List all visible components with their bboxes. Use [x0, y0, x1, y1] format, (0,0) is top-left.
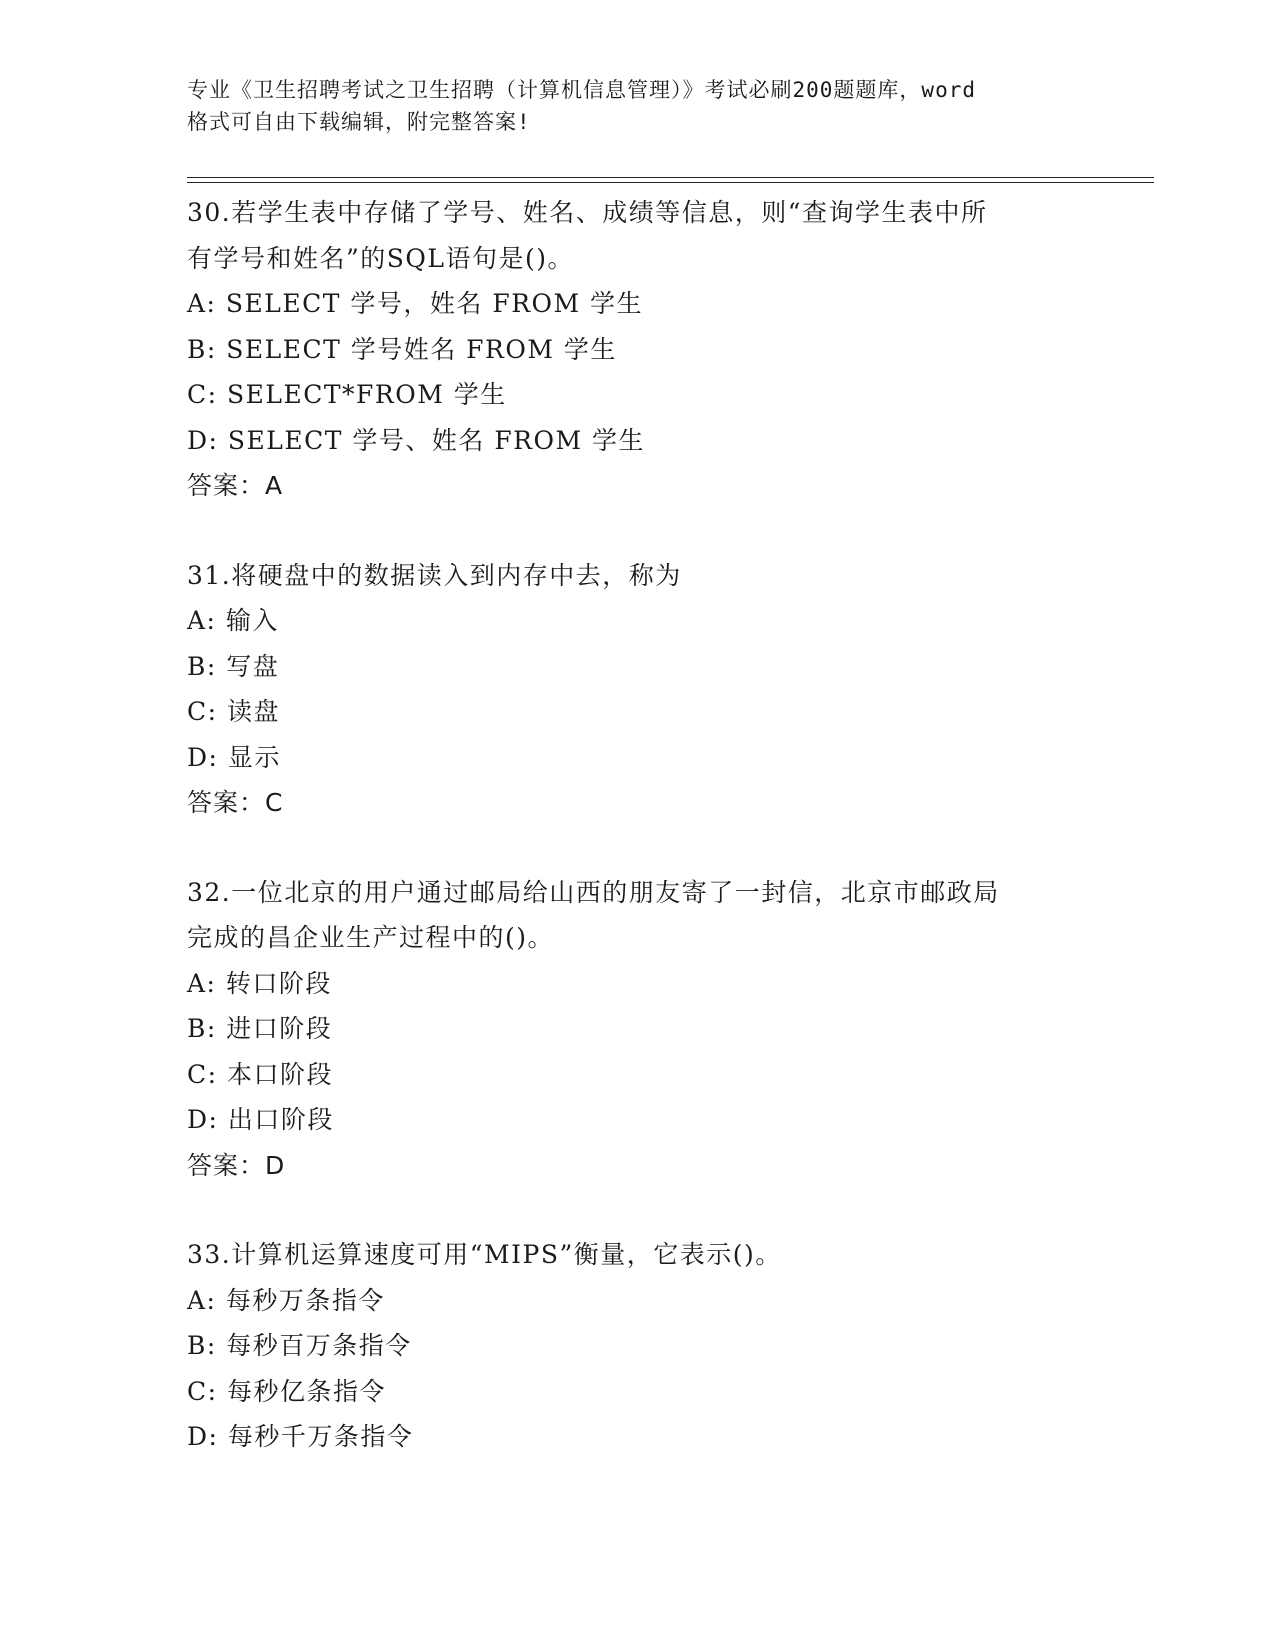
question-block	[187, 870, 1127, 1189]
question-option: C: 读盘	[187, 697, 280, 726]
document-header	[187, 74, 1107, 138]
header-line-1: 专业《卫生招聘考试之卫生招聘（计算机信息管理）》考试必刷200题题库，word	[187, 78, 976, 102]
question-stem-line: 32.一位北京的用户通过邮局给山西的朋友寄了一封信，北京市邮政局	[187, 877, 1000, 907]
question-list	[187, 190, 1127, 1504]
question-option: D: 每秒千万条指令	[187, 1422, 414, 1451]
question-option: A: 输入	[187, 606, 279, 635]
question-option: D: SELECT 学号、姓名 FROM 学生	[187, 425, 646, 455]
question-option: C: 本口阶段	[187, 1059, 333, 1089]
question-stem-line: 有学号和姓名”的SQL语句是()。	[187, 243, 575, 273]
question-stem-line: 33.计算机运算速度可用“MIPS”衡量，它表示()。	[187, 1240, 782, 1269]
question-answer: 答案：D	[187, 1150, 286, 1180]
question-option: A: SELECT 学号，姓名 FROM 学生	[187, 289, 644, 318]
question-option: C: SELECT*FROM 学生	[187, 380, 507, 409]
header-line-2: 格式可自由下载编辑，附完整答案!	[187, 110, 531, 134]
question-answer: 答案：A	[187, 471, 284, 500]
header-divider-top	[187, 177, 1154, 178]
question-option: A: 转口阶段	[187, 968, 332, 998]
question-option: D: 出口阶段	[187, 1105, 334, 1134]
question-stem-line: 31.将硬盘中的数据读入到内存中去，称为	[187, 560, 682, 590]
question-option: A: 每秒万条指令	[187, 1285, 385, 1315]
question-answer: 答案：C	[187, 788, 284, 817]
question-stem-line: 完成的昌企业生产过程中的()。	[187, 923, 555, 952]
question-option: B: 写盘	[187, 651, 280, 681]
question-stem-line: 30.若学生表中存储了学号、姓名、成绩等信息，则“查询学生表中所	[187, 198, 988, 227]
question-option: B: SELECT 学号姓名 FROM 学生	[187, 334, 617, 364]
question-option: B: 每秒百万条指令	[187, 1331, 412, 1360]
question-block	[187, 1232, 1127, 1460]
header-divider-bottom	[187, 182, 1154, 183]
question-block	[187, 553, 1127, 826]
question-option: C: 每秒亿条指令	[187, 1376, 386, 1406]
question-block	[187, 190, 1127, 509]
question-option: B: 进口阶段	[187, 1014, 333, 1043]
question-option: D: 显示	[187, 742, 281, 772]
